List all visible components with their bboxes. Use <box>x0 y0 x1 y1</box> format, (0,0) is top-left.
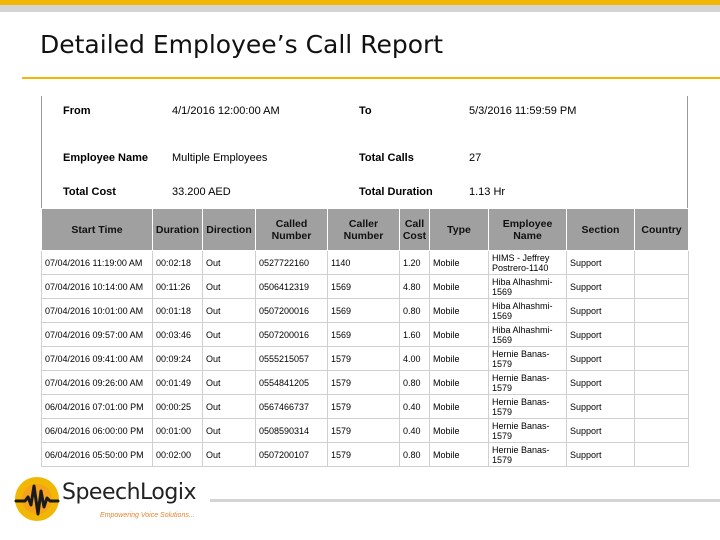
caller-number-cell: 1579 <box>328 347 400 371</box>
called-number-cell: 0555215057 <box>256 347 328 371</box>
column-header: Called Number <box>256 209 328 251</box>
type-cell: Mobile <box>430 323 489 347</box>
employee-name-cell: Hiba Alhashmi-1569 <box>489 323 567 347</box>
direction-cell: Out <box>203 371 256 395</box>
total-duration-value: 1.13 Hr <box>469 186 506 198</box>
type-cell: Mobile <box>430 419 489 443</box>
direction-cell: Out <box>203 323 256 347</box>
direction-cell: Out <box>203 299 256 323</box>
table-header-row <box>42 209 689 251</box>
called-number-cell: 0554841205 <box>256 371 328 395</box>
report-summary <box>41 96 688 208</box>
duration-cell: 00:02:18 <box>153 251 203 275</box>
column-header: Caller Number <box>328 209 400 251</box>
call-cost-cell: 1.60 <box>400 323 430 347</box>
type-cell: Mobile <box>430 299 489 323</box>
duration-cell: 00:09:24 <box>153 347 203 371</box>
table-row <box>42 419 689 443</box>
table-row <box>42 347 689 371</box>
duration-cell: 00:03:46 <box>153 323 203 347</box>
employee-name-cell: Hernie Banas-1579 <box>489 347 567 371</box>
type-cell: Mobile <box>430 347 489 371</box>
footer-divider <box>210 499 720 502</box>
table-body <box>42 251 689 467</box>
caller-number-cell: 1579 <box>328 371 400 395</box>
called-number-cell: 0507200016 <box>256 323 328 347</box>
total-calls-value: 27 <box>469 152 482 164</box>
column-header: Section <box>567 209 635 251</box>
start-time-cell: 07/04/2016 09:57:00 AM <box>42 323 153 347</box>
column-header: Direction <box>203 209 256 251</box>
table-row <box>42 275 689 299</box>
total-cost-label: Total Cost <box>63 186 116 198</box>
caller-number-cell: 1140 <box>328 251 400 275</box>
brand-tagline: Empowering Voice Solutions... <box>100 512 195 519</box>
call-report <box>41 96 688 465</box>
duration-cell: 00:00:25 <box>153 395 203 419</box>
call-cost-cell: 1.20 <box>400 251 430 275</box>
start-time-cell: 07/04/2016 10:14:00 AM <box>42 275 153 299</box>
column-header: Start Time <box>42 209 153 251</box>
start-time-cell: 06/04/2016 06:00:00 PM <box>42 419 153 443</box>
total-cost-value: 33.200 AED <box>172 186 231 198</box>
called-number-cell: 0507200107 <box>256 443 328 467</box>
report-left-border <box>41 96 42 208</box>
caller-number-cell: 1579 <box>328 443 400 467</box>
country-cell <box>635 323 689 347</box>
from-label: From <box>63 105 91 117</box>
start-time-cell: 07/04/2016 11:19:00 AM <box>42 251 153 275</box>
direction-cell: Out <box>203 443 256 467</box>
from-value: 4/1/2016 12:00:00 AM <box>172 105 280 117</box>
start-time-cell: 06/04/2016 07:01:00 PM <box>42 395 153 419</box>
country-cell <box>635 395 689 419</box>
section-cell: Support <box>567 371 635 395</box>
calls-table <box>41 208 689 467</box>
table-row <box>42 251 689 275</box>
type-cell: Mobile <box>430 395 489 419</box>
waveform-logo-icon <box>12 474 62 524</box>
called-number-cell: 0508590314 <box>256 419 328 443</box>
brand-name: SpeechLogix <box>62 480 196 505</box>
type-cell: Mobile <box>430 443 489 467</box>
to-value: 5/3/2016 11:59:59 PM <box>469 105 577 117</box>
caller-number-cell: 1579 <box>328 419 400 443</box>
call-cost-cell: 0.40 <box>400 419 430 443</box>
section-cell: Support <box>567 251 635 275</box>
employee-name-cell: HIMS - Jeffrey Postrero-1140 <box>489 251 567 275</box>
direction-cell: Out <box>203 347 256 371</box>
call-cost-cell: 0.80 <box>400 299 430 323</box>
top-gray-band <box>0 5 720 12</box>
type-cell: Mobile <box>430 371 489 395</box>
column-header: Type <box>430 209 489 251</box>
country-cell <box>635 299 689 323</box>
duration-cell: 00:11:26 <box>153 275 203 299</box>
section-cell: Support <box>567 347 635 371</box>
caller-number-cell: 1569 <box>328 299 400 323</box>
table-row <box>42 299 689 323</box>
duration-cell: 00:02:00 <box>153 443 203 467</box>
start-time-cell: 07/04/2016 09:26:00 AM <box>42 371 153 395</box>
table-row <box>42 371 689 395</box>
type-cell: Mobile <box>430 275 489 299</box>
employee-name-cell: Hiba Alhashmi-1569 <box>489 299 567 323</box>
duration-cell: 00:01:49 <box>153 371 203 395</box>
employee-name-cell: Hiba Alhashmi-1569 <box>489 275 567 299</box>
direction-cell: Out <box>203 395 256 419</box>
total-duration-label: Total Duration <box>359 186 433 198</box>
caller-number-cell: 1569 <box>328 275 400 299</box>
table-row <box>42 443 689 467</box>
called-number-cell: 0527722160 <box>256 251 328 275</box>
start-time-cell: 07/04/2016 10:01:00 AM <box>42 299 153 323</box>
employee-name-cell: Hernie Banas-1579 <box>489 443 567 467</box>
duration-cell: 00:01:00 <box>153 419 203 443</box>
section-cell: Support <box>567 419 635 443</box>
title-divider <box>22 77 720 79</box>
table-row <box>42 323 689 347</box>
employee-name-cell: Hernie Banas-1579 <box>489 419 567 443</box>
duration-cell: 00:01:18 <box>153 299 203 323</box>
report-right-border <box>687 96 688 208</box>
section-cell: Support <box>567 299 635 323</box>
caller-number-cell: 1579 <box>328 395 400 419</box>
called-number-cell: 0506412319 <box>256 275 328 299</box>
employee-name-cell: Hernie Banas-1579 <box>489 395 567 419</box>
employee-name-label: Employee Name <box>63 152 148 164</box>
called-number-cell: 0507200016 <box>256 299 328 323</box>
column-header: Call Cost <box>400 209 430 251</box>
type-cell: Mobile <box>430 251 489 275</box>
section-cell: Support <box>567 395 635 419</box>
employee-name-value: Multiple Employees <box>172 152 268 164</box>
call-cost-cell: 4.00 <box>400 347 430 371</box>
speechlogix-logo <box>12 472 207 528</box>
column-header: Duration <box>153 209 203 251</box>
page-title: Detailed Employee’s Call Report <box>40 30 444 59</box>
total-calls-label: Total Calls <box>359 152 414 164</box>
call-cost-cell: 0.40 <box>400 395 430 419</box>
section-cell: Support <box>567 275 635 299</box>
start-time-cell: 07/04/2016 09:41:00 AM <box>42 347 153 371</box>
table-row <box>42 395 689 419</box>
call-cost-cell: 0.80 <box>400 443 430 467</box>
column-header: Country <box>635 209 689 251</box>
caller-number-cell: 1569 <box>328 323 400 347</box>
section-cell: Support <box>567 443 635 467</box>
call-cost-cell: 0.80 <box>400 371 430 395</box>
employee-name-cell: Hernie Banas-1579 <box>489 371 567 395</box>
to-label: To <box>359 105 372 117</box>
country-cell <box>635 251 689 275</box>
direction-cell: Out <box>203 251 256 275</box>
direction-cell: Out <box>203 419 256 443</box>
country-cell <box>635 275 689 299</box>
start-time-cell: 06/04/2016 05:50:00 PM <box>42 443 153 467</box>
column-header: Employee Name <box>489 209 567 251</box>
country-cell <box>635 443 689 467</box>
country-cell <box>635 419 689 443</box>
country-cell <box>635 347 689 371</box>
called-number-cell: 0567466737 <box>256 395 328 419</box>
call-cost-cell: 4.80 <box>400 275 430 299</box>
section-cell: Support <box>567 323 635 347</box>
direction-cell: Out <box>203 275 256 299</box>
country-cell <box>635 371 689 395</box>
